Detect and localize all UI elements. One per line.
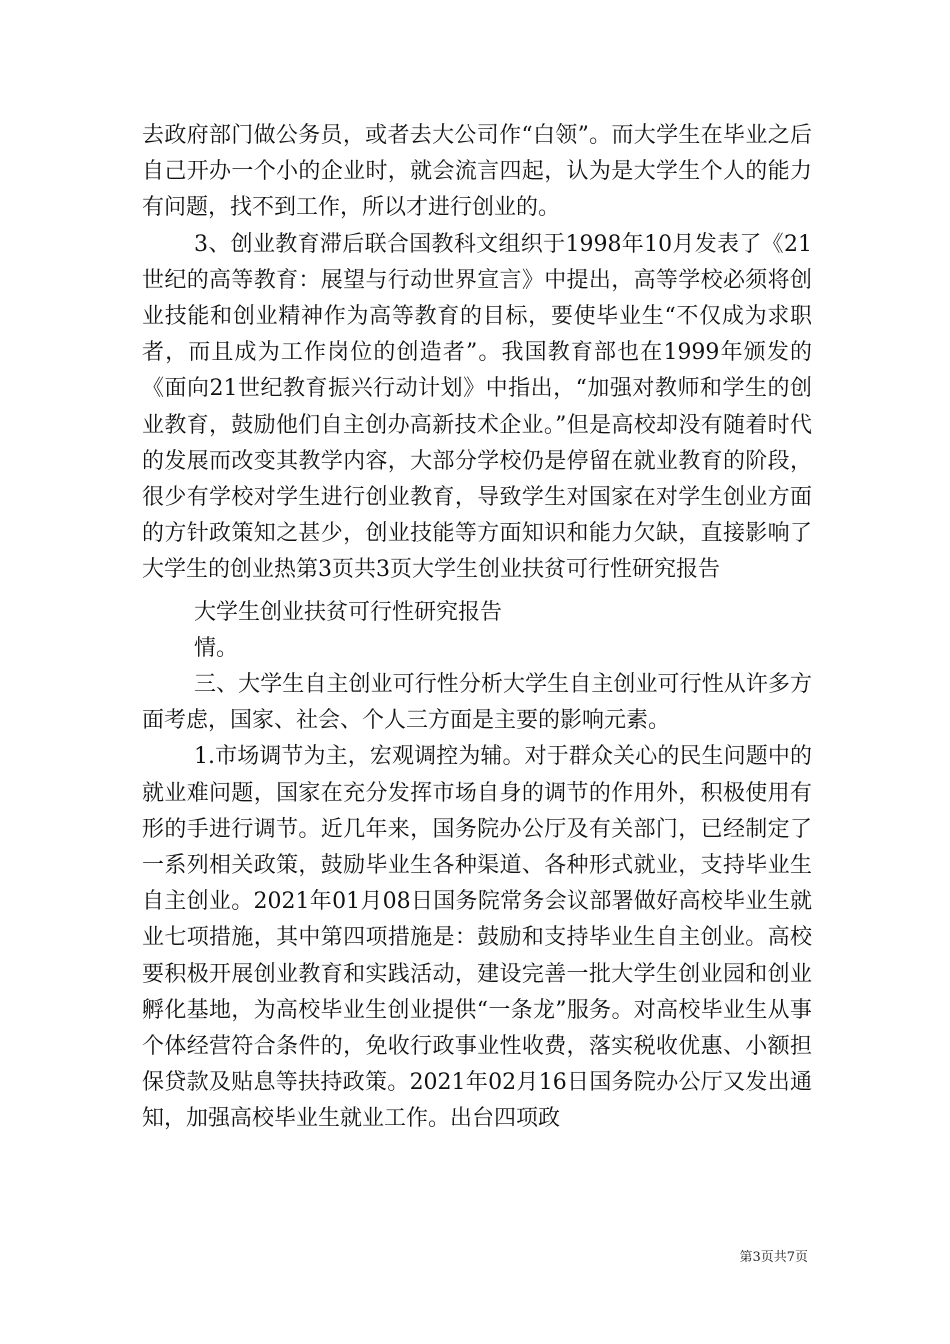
paragraph-intro: 去政府部门做公务员，或者去大公司作“白领”。而大学生在毕业之后自己开办一个小的企业时，就会流言四起，认为是大学生个人的能力有问题，找不到工作，所以才进行创业的。 bbox=[142, 123, 812, 221]
paragraph-continuation: 情。 bbox=[194, 635, 239, 661]
repeated-title: 大学生创业扶贫可行性研究报告 bbox=[194, 599, 503, 625]
paragraph-education-lag: 3、创业教育滞后联合国教科文组织于1998年10月发表了《21世纪的高等教育：展望与行动世界宣言》中提出，高等学校必须将创业技能和创业精神作为高等教育的目标，要使毕业生“不仅成为求职者，而且成为工作岗位的创造者”。我国教育部也在1999年颁发的《面向21世纪教育振兴行动计划》中指出，“加强对教师和学生的创业教育，鼓励他们自主创办高新技术企业。”但是高校却没有随着时代的发展而改变其教学内容，大部分学校仍是停留在就业教育的阶段，很少有学校对学生进行创业教育，导致学生对国家在对学生创业方面的方针政策知之甚少，创业技能等方面知识和能力欠缺，直接影响了大学生的创业热第3页共3页大学生创业扶贫可行性研究报告 bbox=[142, 231, 812, 583]
body-text bbox=[142, 118, 812, 1138]
page-number-footer: 第3页共7页 bbox=[739, 1250, 808, 1265]
section-three-heading: 三、大学生自主创业可行性分析大学生自主创业可行性从许多方面考虑，国家、社会、个人三方面是主要的影响元素。 bbox=[142, 672, 812, 734]
paragraph-market-regulation: 1.市场调节为主，宏观调控为辅。对于群众关心的民生问题中的就业难问题，国家在充分发挥市场自身的调节的作用外，积极使用有形的手进行调节。近几年来，国务院办公厅及有关部门，已经制定了一系列相关政策，鼓励毕业生各种渠道、各种形式就业，支持毕业生自主创业。2021年01月08日国务院常务会议部署做好高校毕业生就业七项措施，其中第四项措施是：鼓励和支持毕业生自主创业。高校要积极开展创业教育和实践活动，建设完善一批大学生创业园和创业孵化基地，为高校毕业生创业提供“一条龙”服务。对高校毕业生从事个体经营符合条件的，免收行政事业性收费，落实税收优惠、小额担保贷款及贴息等扶持政策。2021年02月16日国务院办公厅又发出通知，加强高校毕业生就业工作。出台四项政 bbox=[142, 744, 812, 1132]
